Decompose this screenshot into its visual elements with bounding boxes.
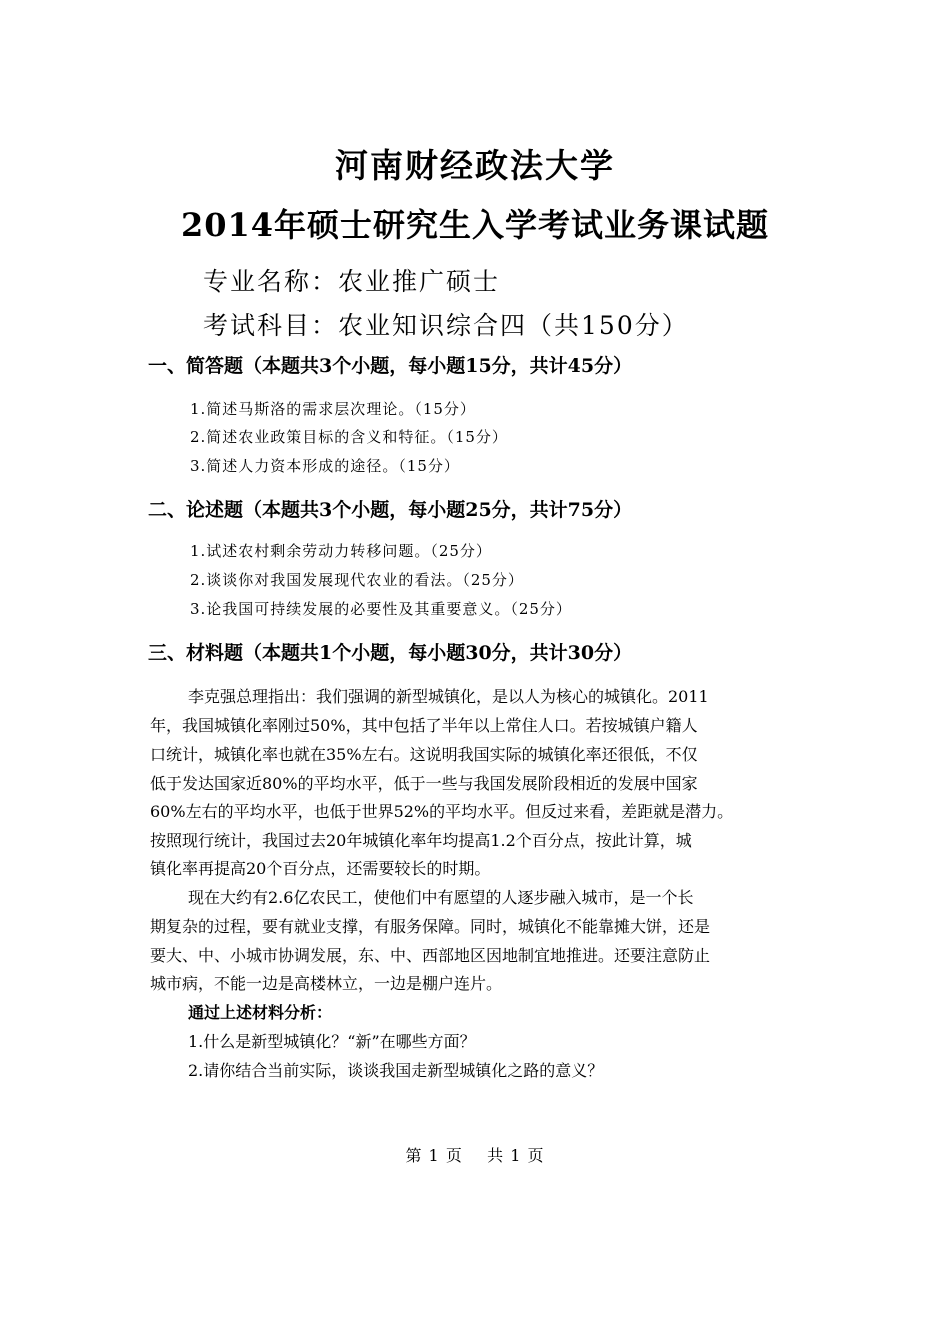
section-heading-essay: 二、论述题（本题共3个小题，每小题25分，共计75分）	[148, 499, 633, 521]
material-line: 镇化率再提高20个百分点，还需要较长的时期。	[150, 859, 491, 878]
question-item: 3.论我国可持续发展的必要性及其重要意义。（25分）	[190, 600, 572, 618]
question-item: 3.简述人力资本形成的途径。（15分）	[190, 457, 460, 475]
material-line: 城市病，不能一边是高楼林立，一边是棚户连片。	[150, 974, 503, 993]
material-line: 按照现行统计，我国过去20年城镇化率年均提高1.2个百分点，按此计算，城	[150, 831, 692, 850]
material-line: 要大、中、小城市协调发展，东、中、西部地区因地制宜地推进。还要注意防止	[150, 946, 711, 965]
exam-title: 2014年硕士研究生入学考试业务课试题	[180, 206, 770, 244]
material-line: 低于发达国家近80%的平均水平，低于一些与我国发展阶段相近的发展中国家	[150, 774, 698, 793]
major-label: 专业名称：	[203, 267, 339, 296]
major-line	[203, 262, 500, 298]
material-line: 期复杂的过程，要有就业支撑，有服务保障。同时，城镇化不能靠摊大饼，还是	[150, 917, 711, 936]
question-item: 1.简述马斯洛的需求层次理论。（15分）	[190, 400, 476, 418]
section-heading-short-answer: 一、简答题（本题共3个小题，每小题15分，共计45分）	[148, 355, 633, 377]
subject-value: 农业知识综合四（共150分）	[338, 311, 689, 340]
question-item: 2.简述农业政策目标的含义和特征。（15分）	[190, 428, 508, 446]
subject-label: 考试科目：	[203, 311, 339, 340]
analysis-title: 通过上述材料分析：	[188, 1003, 333, 1022]
material-line: 60%左右的平均水平，也低于世界52%的平均水平。但反过来看，差距就是潜力。	[150, 802, 734, 821]
material-line: 现在大约有2.6亿农民工，使他们中有愿望的人逐步融入城市，是一个长	[188, 888, 694, 907]
analysis-question: 1.什么是新型城镇化？“新”在哪些方面？	[188, 1032, 476, 1051]
subject-line	[203, 306, 689, 342]
question-item: 1.试述农村剩余劳动力转移问题。（25分）	[190, 542, 492, 560]
page-footer: 第 1 页 共 1 页	[405, 1146, 545, 1165]
material-line: 年，我国城镇化率刚过50%，其中包括了半年以上常住人口。若按城镇户籍人	[150, 716, 698, 735]
university-title: 河南财经政法大学	[335, 146, 615, 185]
analysis-question: 2.请你结合当前实际，谈谈我国走新型城镇化之路的意义？	[188, 1061, 604, 1080]
question-item: 2.谈谈你对我国发展现代农业的看法。（25分）	[190, 571, 524, 589]
material-line: 李克强总理指出：我们强调的新型城镇化，是以人为核心的城镇化。2011	[188, 687, 709, 706]
section-heading-material: 三、材料题（本题共1个小题，每小题30分，共计30分）	[148, 642, 633, 664]
material-line: 口统计，城镇化率也就在35%左右。这说明我国实际的城镇化率还很低，不仅	[150, 745, 698, 764]
major-value: 农业推广硕士	[338, 267, 501, 296]
